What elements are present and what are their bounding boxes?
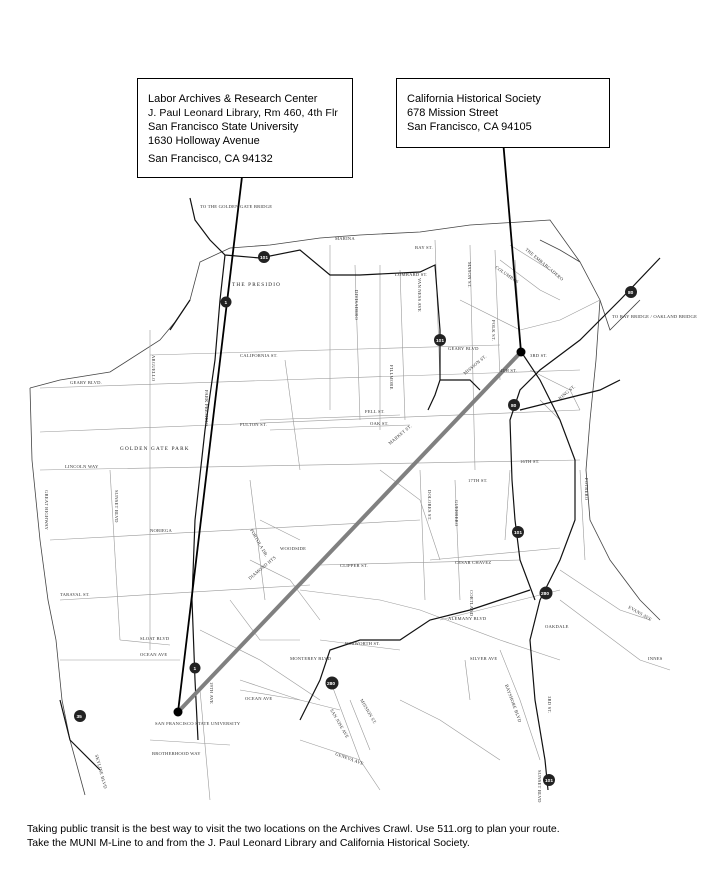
label-fourth: 4TH ST. (500, 368, 518, 373)
highway-1-shield-icon (190, 663, 201, 674)
labor-library-line: J. Paul Leonard Library, Rm 460, 4th Flr (148, 107, 338, 119)
label-ocean-ave: OCEAN AVE (245, 696, 273, 701)
label-presidio: THE PRESIDIO (232, 282, 282, 288)
svg-text:101: 101 (514, 531, 523, 536)
sfsu-location-marker[interactable] (174, 708, 183, 717)
highway-280-shield-icon (326, 677, 339, 690)
label-to-golden-gate: TO THE GOLDEN GATE BRIDGE (200, 204, 273, 209)
highway-280-shield-icon (540, 587, 553, 600)
label-sloat: SLOAT BLVD (140, 636, 170, 641)
label-van-ness: VAN NESS AVE (417, 278, 422, 312)
highway-1-shield-icon (221, 297, 232, 308)
label-third-st-south: 3RD ST. (547, 696, 552, 714)
svg-text:80: 80 (628, 291, 634, 296)
caption-line-2: Take the MUNI M-Line to and from the J. Paul Leonard Library and California Historical Society. (27, 837, 470, 849)
label-cesar-chavez: CESAR CHAVEZ (455, 560, 492, 565)
label-golden-gate-park: GOLDEN GATE PARK (120, 446, 190, 452)
labor-pointer-line (178, 160, 244, 712)
svg-text:101: 101 (260, 256, 269, 261)
labor-street-line: 1630 Holloway Avenue (148, 135, 260, 147)
chs-callout (396, 78, 610, 148)
chs-city-line: San Francisco, CA 94105 (407, 121, 532, 133)
label-mission: MISSION ST. (462, 353, 488, 376)
label-geary: GEARY BLVD. (70, 380, 102, 385)
label-oakdale: OAKDALE (545, 624, 569, 629)
label-skyline: SKYLINE BLVD (94, 753, 108, 790)
label-seventeenth: 17TH ST. (468, 478, 488, 483)
coastline (30, 220, 660, 795)
svg-text:1: 1 (224, 301, 228, 306)
label-fell: FELL ST. (365, 409, 385, 414)
label-sfsu: SAN FRANCISCO STATE UNIVERSITY (155, 721, 241, 726)
label-sunset: SUNSET BLVD (114, 490, 119, 523)
chs-location-marker[interactable] (517, 348, 526, 357)
label-silver: SILVER AVE (470, 656, 498, 661)
label-market: MARKET ST. (387, 423, 413, 446)
svg-text:101: 101 (436, 339, 445, 344)
label-divisadero: DIVISADERO (354, 290, 359, 321)
label-bay-st: BAY ST. (415, 245, 433, 250)
label-evans: EVANS AVE (627, 604, 653, 622)
label-lincoln: LINCOLN WAY (65, 464, 99, 469)
labor-university-line: San Francisco State University (148, 121, 299, 133)
label-embarcadero: THE EMBARCADERO (524, 246, 565, 282)
label-brotherhood: BROTHERHOOD WAY (152, 751, 201, 756)
highway-35-shield-icon (74, 710, 86, 722)
label-bayshore-south: SUNSET BLVD (537, 770, 542, 803)
label-bay-bridge: TO BAY BRIDGE / OAKLAND BRIDGE (612, 314, 698, 319)
label-alemany: ALEMANY BLVD (448, 616, 487, 621)
label-19th-ave: 19TH AVE (209, 682, 214, 705)
svg-text:101: 101 (545, 779, 554, 784)
label-fulton: FULTON ST. (240, 422, 267, 427)
label-king: KING ST. (557, 383, 577, 401)
label-geneva: GENEVA AVE (334, 751, 365, 767)
label-geary-blvd: GEARY BLVD (448, 346, 479, 351)
label-lombard: LOMBARD ST. (395, 272, 428, 277)
map-labels (44, 204, 697, 803)
label-bosworth: BOSWORTH ST. (345, 641, 381, 646)
label-fillmore: FILLMORE (389, 365, 394, 390)
highway-101-shield-icon (512, 526, 524, 538)
highway-80-shield-icon (508, 399, 520, 411)
label-polk: POLK ST. (491, 320, 496, 341)
label-mission-south: MISSION ST. (359, 698, 378, 726)
caption-line-1: Taking public transit is the best way to visit the two locations on the Archives Crawl. Use 511.org to plan your route. (27, 823, 560, 835)
label-california: CALIFORNIA ST. (240, 353, 278, 358)
label-mason: MASON ST. (467, 262, 472, 288)
label-arguello: ARGUELLO (151, 355, 156, 382)
label-marina: MARINA (335, 236, 355, 241)
svg-text:1: 1 (193, 667, 197, 672)
label-ocean: OCEAN AVE (140, 652, 168, 657)
label-sixteenth: 16TH ST. (520, 459, 540, 464)
label-diamond: DIAMOND HTS (247, 554, 277, 581)
label-potrero: POTRERO (584, 478, 589, 501)
label-noriega: NORIEGA (150, 528, 173, 533)
label-cortland: CORTLAND (469, 590, 474, 617)
label-bayshore: BAYSHORE BLVD (504, 683, 523, 724)
labor-city-line: San Francisco, CA 94132 (148, 153, 273, 165)
label-taraval: TARAVAL ST. (60, 592, 90, 597)
label-woodside: WOODSIDE (280, 546, 307, 551)
highway-101-shield-icon (543, 774, 555, 786)
svg-text:35: 35 (76, 715, 82, 720)
label-park-presidio: PARK PRESIDIO (204, 390, 209, 427)
label-innes: INNES (648, 656, 663, 661)
label-portola: PORTOLA DR. (249, 528, 270, 558)
chs-street-line: 678 Mission Street (407, 107, 499, 119)
highway-80-shield-icon (625, 286, 637, 298)
label-great-hwy: GREAT HIGHWAY (44, 490, 49, 530)
highway-101-shield-icon (434, 334, 446, 346)
chs-title: California Historical Society (407, 93, 541, 105)
highway-101-shield-icon (258, 251, 270, 263)
label-guerrero: GUERRERO (454, 500, 459, 527)
svg-text:280: 280 (327, 682, 336, 687)
svg-text:280: 280 (541, 592, 550, 597)
svg-text:80: 80 (511, 404, 517, 409)
label-dolores: DOLORES ST. (427, 490, 432, 521)
label-monterey: MONTEREY BLVD (290, 656, 332, 661)
transit-caption (27, 822, 697, 850)
labor-title: Labor Archives & Research Center (148, 93, 318, 105)
label-columbus: COLUMBUS (494, 264, 520, 285)
labor-archives-callout (137, 78, 353, 178)
chs-pointer-line (503, 140, 521, 352)
label-third: 3RD ST. (530, 353, 548, 358)
label-clipper: CLIPPER ST. (340, 563, 368, 568)
label-san-jose: SAN JOSE AVE (329, 708, 350, 740)
label-oak: OAK ST. (370, 421, 389, 426)
